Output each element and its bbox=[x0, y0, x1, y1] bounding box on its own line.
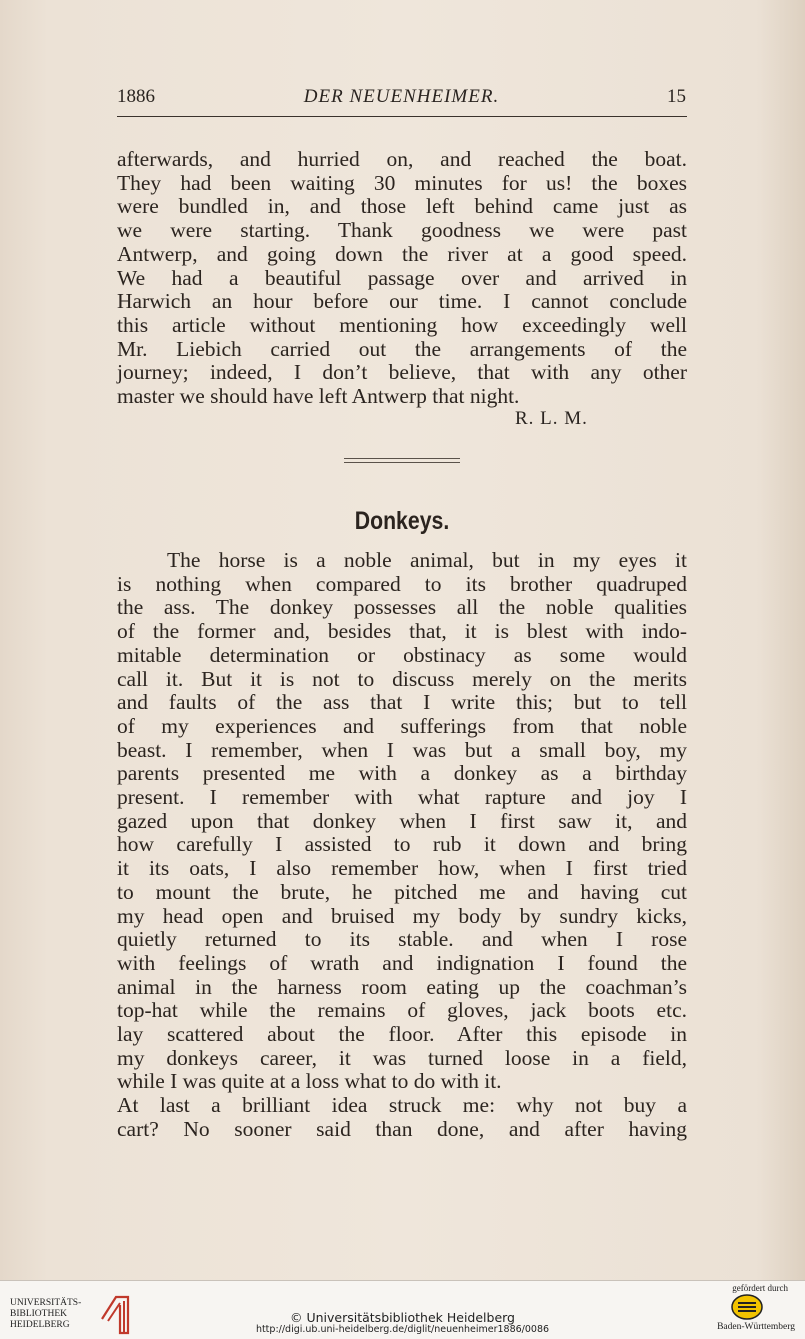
text-line: of the former and, besides that, it is blest with indo- bbox=[117, 619, 687, 644]
state-coat-of-arms-icon bbox=[731, 1294, 763, 1320]
text-line: Mr. Liebich carried out the arrangements of the bbox=[117, 336, 687, 361]
text-line: mitable determination or obstinacy as some would bbox=[117, 642, 687, 667]
text-line: we were starting. Thank goodness we were past bbox=[117, 218, 687, 243]
text-line: beast. I remember, when I was but a small boy, my bbox=[117, 737, 687, 762]
running-header bbox=[117, 86, 686, 110]
copyright-notice: © Universitätsbibliothek Heidelberg bbox=[289, 1310, 515, 1325]
section-title: Donkeys. bbox=[354, 507, 450, 535]
text-line: of my experiences and sufferings from that noble bbox=[117, 713, 687, 738]
permalink[interactable]: http://digi.ub.uni-heidelberg.de/diglit/neuenheimer1886/0086 bbox=[255, 1324, 550, 1335]
text-line: the ass. The donkey possesses all the noble qualities bbox=[117, 595, 687, 620]
text-line: cart? No sooner said than done, and after having bbox=[117, 1116, 687, 1141]
text-line: Harwich an hour before our time. I cannot conclude bbox=[117, 289, 687, 314]
funded-by-label: gefördert durch bbox=[732, 1283, 788, 1293]
text-line: this article without mentioning how exceedingly well bbox=[117, 312, 687, 337]
text-line: lay scattered about the floor. After this episode in bbox=[117, 1022, 687, 1047]
text-line: how carefully I assisted to rub it down and bring bbox=[117, 832, 687, 857]
text-line: with feelings of wrath and indignation I found the bbox=[117, 950, 687, 975]
text-line: it its oats, I also remember how, when I first tried bbox=[117, 856, 687, 881]
page-number: 15 bbox=[667, 86, 686, 107]
text-line: and faults of the ass that I write this; but to tell bbox=[117, 690, 687, 715]
text-line: present. I remember with what rapture and joy I bbox=[117, 785, 687, 810]
donkeys-paragraph bbox=[117, 549, 687, 1142]
article-end-paragraph bbox=[117, 148, 687, 409]
header-title: DER NEUENHEIMER. bbox=[303, 86, 500, 107]
text-line: parents presented me with a donkey as a birthday bbox=[117, 761, 687, 786]
author-signature: R. L. M. bbox=[515, 408, 588, 429]
text-line: to mount the brute, he pitched me and having cut bbox=[117, 879, 687, 904]
text-line: while I was quite at a loss what to do with it. bbox=[117, 1069, 502, 1094]
text-line: The horse is a noble animal, but in my eyes it bbox=[167, 548, 687, 572]
text-line: quietly returned to its stable. and when I rose bbox=[117, 927, 687, 952]
text-line: gazed upon that donkey when I first saw it, and bbox=[117, 808, 687, 833]
text-line: afterwards, and hurried on, and reached the boat. bbox=[117, 147, 687, 171]
text-line: my head open and bruised my body by sundry kicks, bbox=[117, 903, 687, 928]
text-line: my donkeys career, it was turned loose in a field, bbox=[117, 1045, 687, 1070]
text-line: master we should have left Antwerp that night. bbox=[117, 384, 520, 409]
text-line: journey; indeed, I don’t believe, that with any other bbox=[117, 360, 687, 385]
library-name: UNIVERSITÄTS- BIBLIOTHEK HEIDELBERG bbox=[10, 1298, 82, 1330]
text-line: top-hat while the remains of gloves, jack boots etc. bbox=[117, 998, 687, 1023]
header-rule bbox=[117, 116, 687, 117]
text-line: Antwerp, and going down the river at a good speed. bbox=[117, 241, 687, 266]
text-line: call it. But it is not to discuss merely on the merits bbox=[117, 666, 687, 691]
text-line: animal in the harness room eating up the coachman’s bbox=[117, 974, 687, 999]
section-divider bbox=[344, 458, 460, 463]
text-line: We had a beautiful passage over and arrived in bbox=[117, 265, 687, 290]
text-line: They had been waiting 30 minutes for us! the boxes bbox=[117, 170, 687, 195]
text-line: At last a brilliant idea struck me: why not buy a bbox=[117, 1093, 687, 1118]
state-name: Baden-Württemberg bbox=[717, 1322, 795, 1332]
header-year: 1886 bbox=[117, 86, 155, 107]
text-line: is nothing when compared to its brother quadruped bbox=[117, 571, 687, 596]
text-line: were bundled in, and those left behind came just as bbox=[117, 194, 687, 219]
